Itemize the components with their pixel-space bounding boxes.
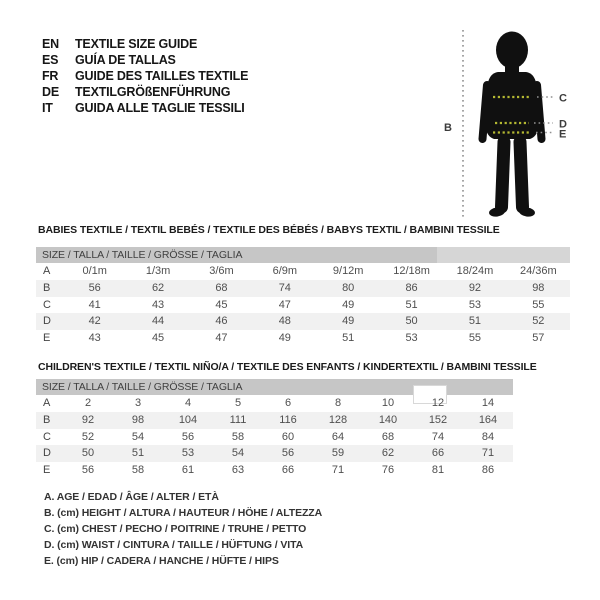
size-cell: 57 [532,332,545,345]
size-cell: 66 [431,447,445,460]
size-cell: 104 [178,413,198,426]
size-cell: 76 [381,464,395,477]
table-row [36,313,570,330]
hip-label: E [559,128,567,141]
size-cell: 12 [431,397,445,409]
table-row [36,429,513,446]
size-cell: 2 [84,397,92,409]
size-cell: 128 [328,413,348,426]
size-cell: 52 [81,430,95,443]
table-row [36,395,513,412]
size-cell: 92 [81,413,95,426]
table-row [36,297,570,314]
language-code: DE [42,85,59,99]
row-label: B [43,281,51,294]
silhouette-right-arm [537,85,542,139]
language-code: EN [42,37,59,51]
size-cell: 51 [405,298,418,311]
size-cell: 86 [481,464,495,477]
size-cell: 49 [342,315,355,328]
waist-label: D [559,118,567,131]
size-cell: 74 [278,281,291,294]
table-row [36,330,570,347]
language-row [42,84,248,100]
size-cell: 68 [215,281,228,294]
row-label: C [43,430,51,443]
row-label: B [43,413,51,426]
children-section-title: CHILDREN'S TEXTILE / TEXTIL NIÑO/A / TEXTILE DES ENFANTS / KINDERTEXTIL / BAMBINI TESSILE [38,361,537,373]
size-cell: 80 [342,281,355,294]
silhouette-left-arm [483,85,488,139]
size-cell: 54 [231,447,245,460]
size-cell: 56 [281,447,295,460]
size-cell: 111 [229,413,247,426]
size-cell: 54 [131,430,145,443]
language-row [42,100,248,116]
size-cell: 50 [81,447,95,460]
row-label: C [43,298,51,311]
size-cell: 6/9m [272,265,298,277]
size-cell: 56 [81,464,95,477]
measurement-legend [44,489,322,569]
size-cell: 60 [281,430,295,443]
table-header-bar [36,247,570,263]
language-title: GUIDA ALLE TAGLIE TESSILI [75,101,245,115]
size-cell: 86 [405,281,418,294]
size-cell: 3/6m [209,265,234,277]
size-cell: 5 [234,397,242,409]
size-cell: 71 [331,464,345,477]
row-label: A [43,397,51,409]
size-cell: 66 [281,464,295,477]
size-cell: 10 [381,397,395,409]
size-cell: 44 [151,315,165,328]
children-size-table [36,379,513,479]
size-cell: 14 [481,397,495,409]
size-cell: 52 [532,315,545,328]
size-cell: 74 [431,430,445,443]
size-cell: 3 [134,397,142,409]
language-row [42,68,248,84]
size-cell: 59 [331,447,345,460]
size-cell: 24/36m [519,265,557,277]
size-cell: 6 [284,397,292,409]
table-row [36,445,513,462]
legend-line: C. (cm) CHEST / PECHO / POITRINE / TRUHE / PETTO [44,523,307,535]
row-label: D [43,447,51,460]
size-cell: 49 [278,332,291,345]
size-cell: 152 [428,413,448,426]
size-cell: 64 [331,430,345,443]
legend-line: A. AGE / EDAD / ÂGE / ALTER / ETÀ [44,491,219,503]
language-code: IT [42,101,53,115]
size-cell: 50 [405,315,418,328]
size-cell: 51 [131,447,145,460]
language-title: TEXTILE SIZE GUIDE [75,37,198,51]
size-cell: 8 [334,397,342,409]
table-row [36,280,570,297]
silhouette-torso [485,72,539,139]
row-label: A [43,265,51,277]
size-cell: 12/18m [393,265,430,277]
size-cell: 53 [468,298,482,311]
size-cell: 61 [181,464,195,477]
babies-size-table [36,247,570,347]
language-title: GUIDE DES TAILLES TEXTILE [75,69,249,83]
height-label: B [444,122,452,134]
size-cell: 1/3m [145,265,171,277]
legend-line: E. (cm) HIP / CADERA / HANCHE / HÜFTE / HIPS [44,555,279,567]
size-cell: 63 [231,464,245,477]
size-cell: 48 [278,315,291,328]
silhouette-left-leg [502,142,505,207]
size-cell: 9/12m [332,265,364,277]
size-cell: 55 [532,298,545,311]
size-cell: 45 [151,332,165,345]
legend-line: B. (cm) HEIGHT / ALTURA / HAUTEUR / HÖHE / ALTEZZA [44,507,323,519]
size-cell: 53 [405,332,418,345]
language-title-list [42,36,248,116]
table-row [36,412,513,429]
header-light-patch [437,247,570,263]
size-cell: 47 [278,298,291,311]
legend-line: D. (cm) WAIST / CINTURA / TAILLE / HÜFTUNG / VITA [44,539,304,551]
size-cell: 56 [181,430,195,443]
language-row [42,52,248,68]
size-cell: 55 [468,332,482,345]
size-cell: 98 [131,413,145,426]
row-label: E [43,464,51,477]
size-cell: 56 [88,281,101,294]
language-code: FR [42,69,59,83]
size-cell: 164 [478,413,498,426]
row-label: E [43,332,51,345]
size-cell: 0/1m [82,265,107,277]
size-cell: 41 [88,298,101,311]
size-cell: 58 [231,430,245,443]
size-cell: 4 [184,397,192,409]
language-code: ES [42,53,59,67]
size-cell: 42 [88,315,101,328]
size-cell: 140 [378,413,398,426]
size-cell: 62 [381,447,395,460]
babies-section-title: BABIES TEXTILE / TEXTIL BEBÉS / TEXTILE DES BÉBÉS / BABYS TEXTIL / BAMBINI TESSILE [38,224,500,236]
child-silhouette-figure [430,10,600,230]
size-cell: 49 [342,298,355,311]
table-header-label: SIZE / TALLA / TAILLE / GRÖSSE / TAGLIA [42,249,243,261]
size-cell: 81 [431,464,445,477]
table-row [36,462,513,479]
size-cell: 43 [88,332,101,345]
language-title: GUÍA DE TALLAS [75,53,176,67]
size-cell: 98 [532,281,545,294]
size-cell: 46 [215,315,228,328]
chest-label: C [559,92,567,105]
child-silhouette [483,32,542,218]
size-cell: 47 [215,332,228,345]
language-row [42,36,248,52]
size-cell: 62 [151,281,165,294]
size-cell: 51 [342,332,355,345]
size-cell: 45 [215,298,228,311]
size-cell: 58 [131,464,145,477]
row-label: D [43,315,51,328]
silhouette-right-leg [520,142,523,207]
table-row [36,263,570,280]
size-cell: 92 [468,281,482,294]
size-cell: 116 [279,413,297,426]
size-cell: 43 [151,298,165,311]
size-cell: 84 [481,430,495,443]
size-cell: 68 [381,430,395,443]
size-cell: 53 [181,447,195,460]
language-title: TEXTILGRÖßENFÜHRUNG [75,85,231,99]
table-header-label: SIZE / TALLA / TAILLE / GRÖSSE / TAGLIA [42,381,243,393]
size-cell: 51 [468,315,482,328]
size-cell: 18/24m [456,265,494,277]
size-cell: 71 [481,447,495,460]
